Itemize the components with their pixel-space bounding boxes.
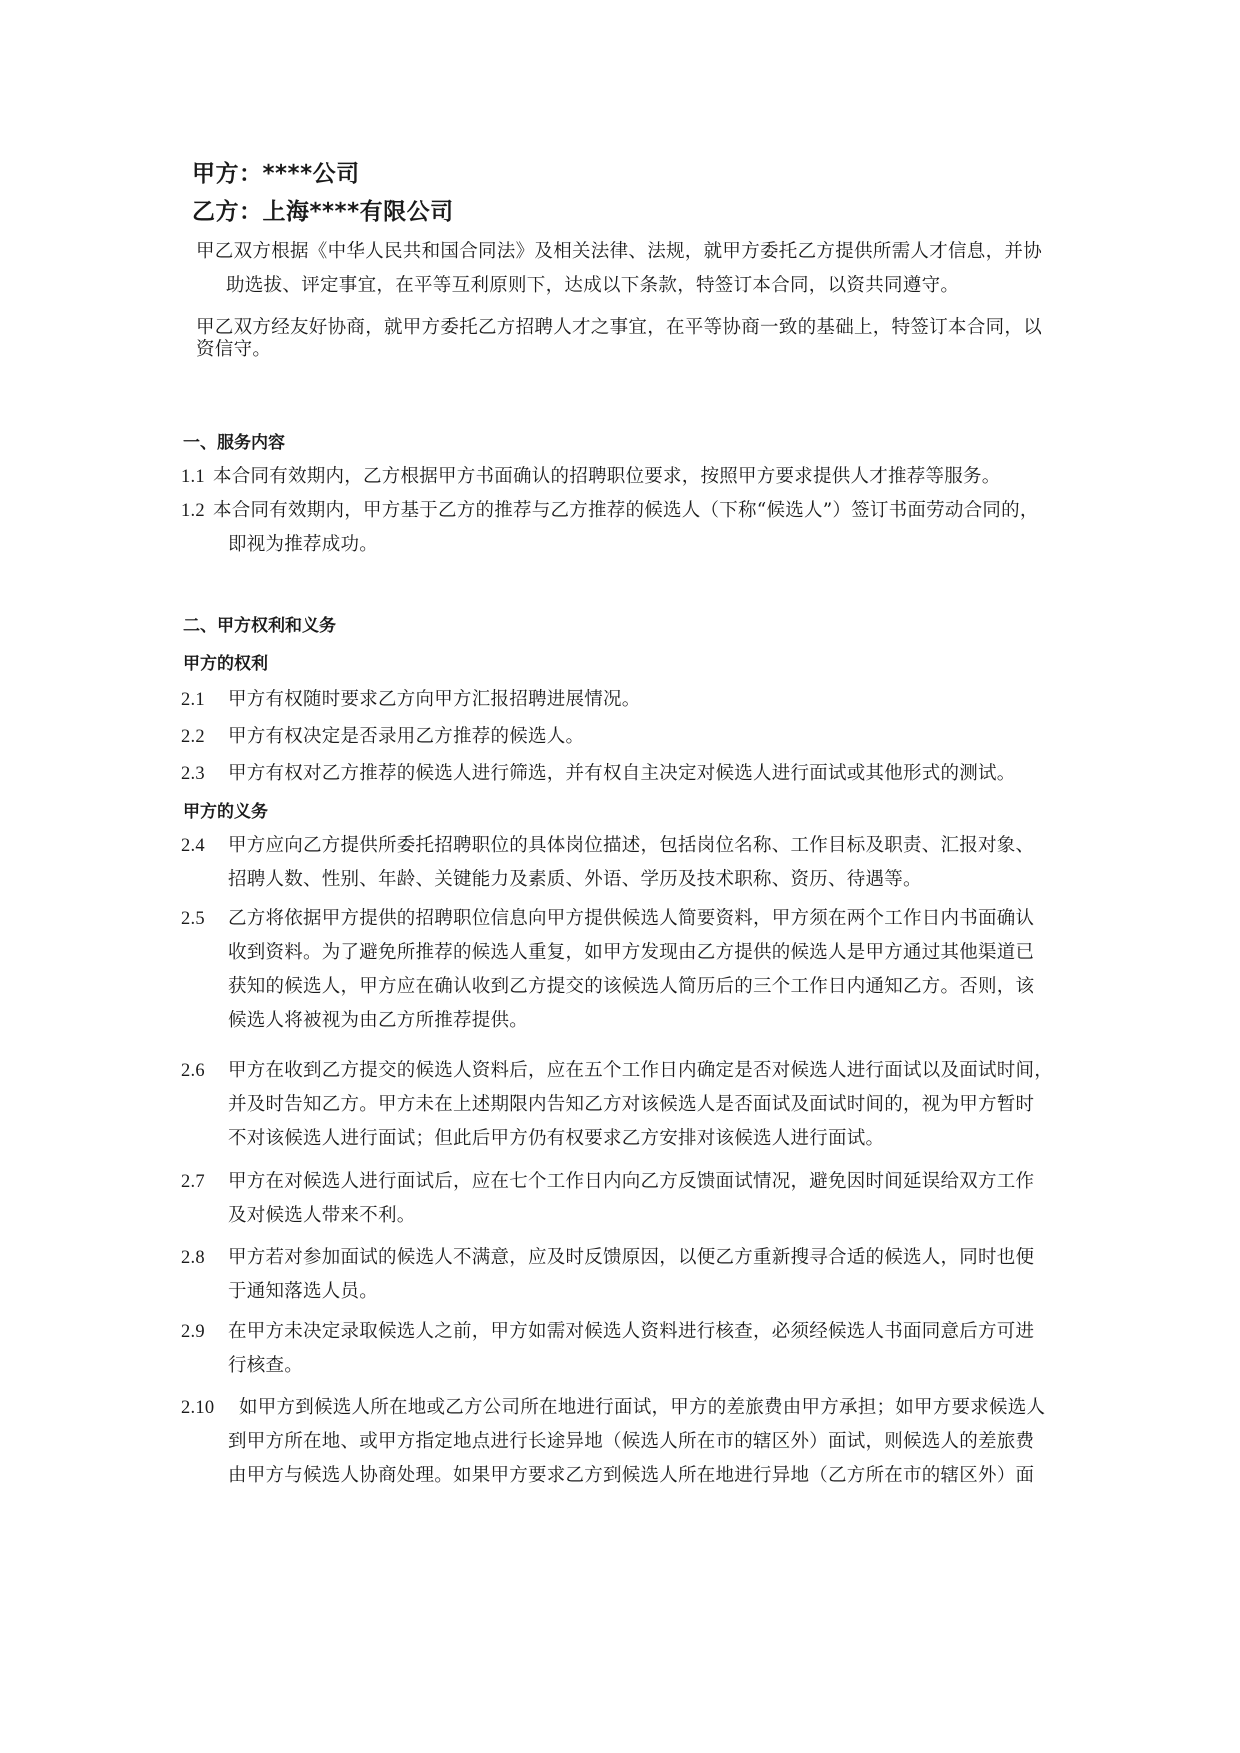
section-2-heading: 二、甲方权利和义务	[183, 616, 336, 636]
clause-number: 2.3	[181, 764, 205, 784]
clause-text: 于通知落选人员。	[228, 1281, 379, 1302]
clause-2-1	[181, 683, 1141, 717]
clause-2-5	[181, 902, 1141, 1038]
clause-2-4	[181, 829, 1141, 897]
clause-text: 收到资料。为了避免所推荐的候选人重复，如甲方发现由乙方提供的候选人是甲方通过其他渠道已	[228, 942, 1035, 963]
clause-1-1	[181, 460, 1141, 494]
clause-text: 甲方有权随时要求乙方向甲方汇报招聘进展情况。	[228, 689, 641, 710]
clause-text: 候选人将被视为由乙方所推荐提供。	[228, 1010, 529, 1031]
clause-number: 1.2	[181, 501, 205, 521]
clause-number: 2.1	[181, 690, 205, 710]
clause-number: 2.4	[181, 836, 205, 856]
clause-2-9	[181, 1315, 1141, 1383]
duties-subheading: 甲方的义务	[183, 802, 268, 822]
clause-text: 如甲方到候选人所在地或乙方公司所在地进行面试，甲方的差旅费由甲方承担；如甲方要求候选人	[239, 1397, 1046, 1418]
clause-2-3	[181, 757, 1141, 791]
clause-text: 乙方将依据甲方提供的招聘职位信息向甲方提供候选人简要资料，甲方须在两个工作日内书面确认	[228, 908, 1035, 929]
clause-text: 获知的候选人，甲方应在确认收到乙方提交的该候选人简历后的三个工作日内通知乙方。否则，该	[228, 976, 1035, 997]
clause-number: 2.10	[181, 1398, 215, 1418]
intro-paragraph-2	[196, 317, 1132, 361]
clause-2-7	[181, 1165, 1141, 1233]
clause-text: 招聘人数、性别、年龄、关键能力及素质、外语、学历及技术职称、资历、待遇等。	[228, 869, 922, 890]
party-a-line: 甲方：****公司	[192, 161, 360, 187]
clause-number: 2.6	[181, 1061, 205, 1081]
clause-text: 甲方有权对乙方推荐的候选人进行筛选，并有权自主决定对候选人进行面试或其他形式的测试。	[228, 763, 1016, 784]
party-b-line: 乙方：上海****有限公司	[192, 199, 454, 225]
clause-2-6	[181, 1054, 1141, 1156]
clause-number: 2.7	[181, 1172, 205, 1192]
section-1-heading: 一、服务内容	[183, 433, 285, 453]
clause-text: 即视为推荐成功。	[228, 534, 379, 555]
clause-2-2	[181, 720, 1141, 754]
clause-2-8	[181, 1241, 1141, 1309]
clause-text: 甲方应向乙方提供所委托招聘职位的具体岗位描述，包括岗位名称、工作目标及职责、汇报对象、	[228, 835, 1035, 856]
clause-text: 行核查。	[228, 1355, 304, 1376]
clause-text: 及对候选人带来不利。	[228, 1205, 416, 1226]
clause-text: 到甲方所在地、或甲方指定地点进行长途异地（候选人所在市的辖区外）面试，则候选人的差旅费	[228, 1431, 1035, 1452]
clause-text: 并及时告知乙方。甲方未在上述期限内告知乙方对该候选人是否面试及面试时间的，视为甲方暂时	[228, 1094, 1035, 1115]
clause-text: 在甲方未决定录取候选人之前，甲方如需对候选人资料进行核查，必须经候选人书面同意后方可进	[228, 1321, 1035, 1342]
clause-2-10	[181, 1391, 1141, 1493]
intro-paragraph-1	[196, 235, 1132, 303]
clause-text: 甲方在收到乙方提交的候选人资料后，应在五个工作日内确定是否对候选人进行面试以及面试时间，	[228, 1060, 1054, 1081]
clause-number: 1.1	[181, 467, 205, 487]
clause-number: 2.9	[181, 1322, 205, 1342]
clause-text: 甲方在对候选人进行面试后，应在七个工作日内向乙方反馈面试情况，避免因时间延误给双方工作	[228, 1171, 1035, 1192]
clause-text: 不对该候选人进行面试；但此后甲方仍有权要求乙方安排对该候选人进行面试。	[228, 1128, 885, 1149]
clause-text: 甲方有权决定是否录用乙方推荐的候选人。	[228, 726, 585, 747]
clause-text: 本合同有效期内，甲方基于乙方的推荐与乙方推荐的候选人（下称“候选人”）签订书面劳动合同的，	[213, 500, 1039, 521]
clause-text: 本合同有效期内，乙方根据甲方书面确认的招聘职位要求，按照甲方要求提供人才推荐等服务。	[213, 466, 1001, 487]
intro-1-line-2: 助选拔、评定事宜，在平等互利原则下，达成以下条款，特签订本合同，以资共同遵守。	[226, 275, 960, 296]
clause-1-2	[181, 494, 1141, 562]
intro-2-line-1: 甲乙双方经友好协商，就甲方委托乙方招聘人才之事宜，在平等协商一致的基础上，特签订本合同，以	[196, 317, 1043, 338]
clause-number: 2.5	[181, 909, 205, 929]
intro-1-line-1: 甲乙双方根据《中华人民共和国合同法》及相关法律、法规，就甲方委托乙方提供所需人才信息，并协	[196, 241, 1043, 262]
rights-subheading: 甲方的权利	[183, 654, 268, 674]
intro-2-line-2: 资信守。	[196, 339, 272, 360]
clause-text: 由甲方与候选人协商处理。如果甲方要求乙方到候选人所在地进行异地（乙方所在市的辖区外）面	[228, 1465, 1035, 1486]
clause-number: 2.2	[181, 727, 205, 747]
clause-number: 2.8	[181, 1248, 205, 1268]
clause-text: 甲方若对参加面试的候选人不满意，应及时反馈原因，以便乙方重新搜寻合适的候选人，同时也便	[228, 1247, 1035, 1268]
